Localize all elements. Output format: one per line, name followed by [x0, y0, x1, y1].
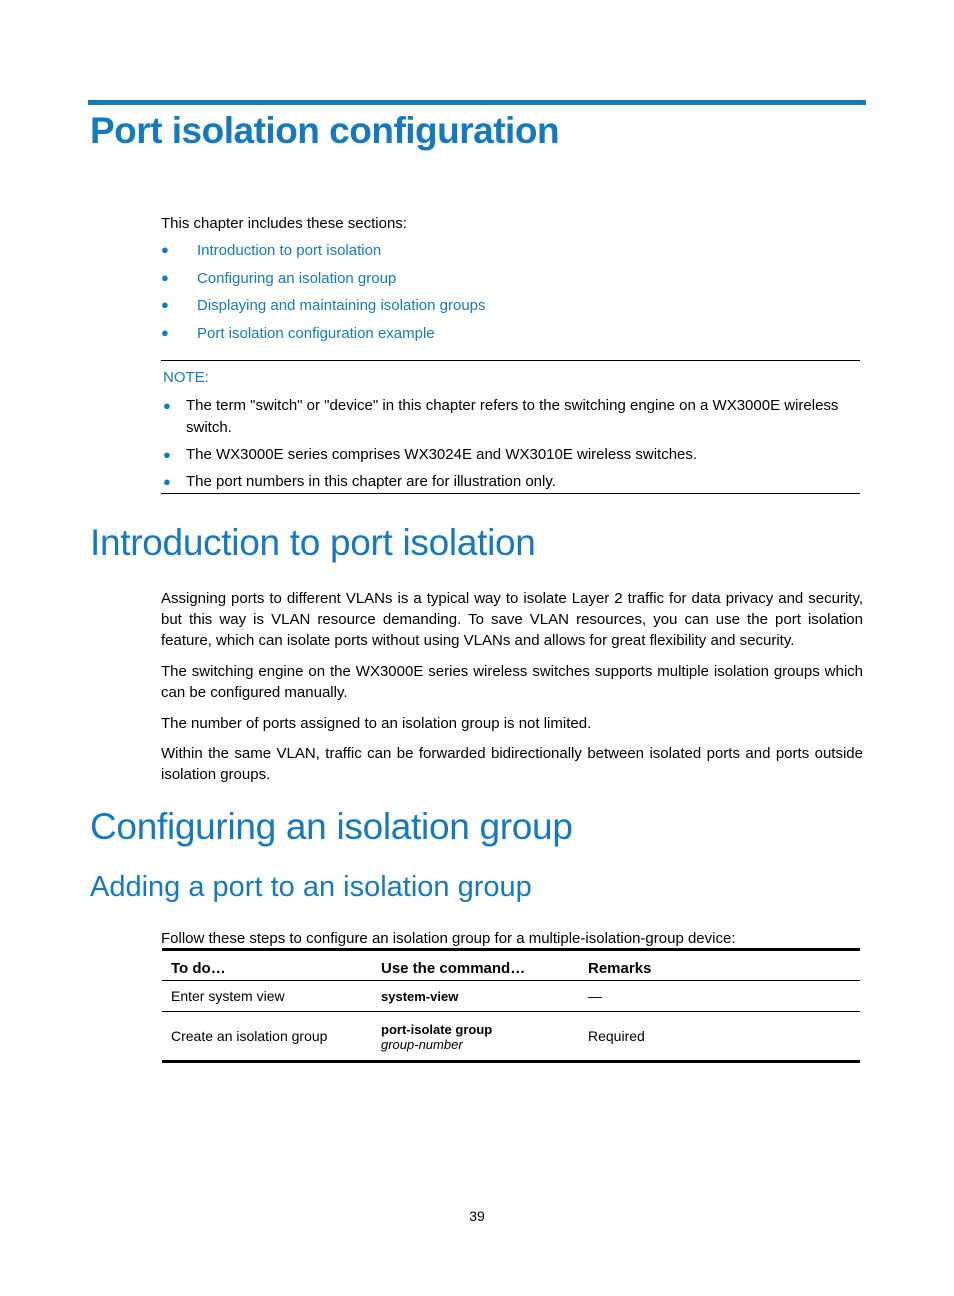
section-list: [161, 242, 486, 352]
paragraph: Assigning ports to different VLANs is a typical way to isolate Layer 2 traffic for data privacy and security, but this way is VLAN resource demanding. To save VLAN resources, you can use the port isolation feature, which can isolate ports without using VLANs and allows for great flexibility and security.: [161, 590, 863, 649]
toc-link-example[interactable]: Port isolation configuration example: [197, 324, 435, 342]
toc-link-introduction[interactable]: Introduction to port isolation: [197, 242, 382, 259]
list-item: [161, 325, 486, 353]
list-item: [161, 242, 486, 270]
bullet-icon: ●: [163, 474, 171, 489]
section-heading-configuring: Configuring an isolation group: [90, 806, 573, 847]
subsection-heading-adding-port: Adding a port to an isolation group: [90, 871, 532, 903]
command-argument: group-number: [381, 1036, 463, 1052]
cell-todo: Enter system view: [171, 988, 285, 1004]
command-text: system-view: [381, 989, 459, 1004]
bullet-icon: ●: [163, 398, 171, 413]
note-text: The term "switch" or "device" in this chapter refers to the switching engine on a WX3000E wireless switch.: [186, 397, 839, 436]
table-row: [162, 1012, 860, 1062]
bullet-icon: ●: [161, 269, 169, 285]
note-item: [161, 444, 860, 466]
note-text: The port numbers in this chapter are for illustration only.: [186, 473, 556, 490]
cell-command: [372, 1012, 579, 1062]
note-item: [161, 471, 860, 493]
note-list: [161, 395, 860, 498]
column-header-todo: To do…: [171, 959, 226, 977]
paragraph: The switching engine on the WX3000E series wireless switches supports multiple isolation groups which can be configured manually.: [161, 663, 863, 701]
steps-table: [162, 948, 860, 1063]
table-row: [162, 981, 860, 1012]
page-number: 39: [469, 1208, 485, 1224]
list-item: [161, 270, 486, 298]
chapter-title: Port isolation configuration: [90, 110, 560, 151]
toc-link-configuring[interactable]: Configuring an isolation group: [197, 269, 397, 287]
note-label: NOTE:: [163, 369, 209, 386]
list-item: [161, 297, 486, 325]
note-item: [161, 395, 860, 439]
toc-link-displaying[interactable]: Displaying and maintaining isolation groups: [197, 297, 486, 314]
cell-remarks: Required: [588, 1028, 645, 1044]
bullet-icon: ●: [161, 297, 169, 312]
cell-todo: Create an isolation group: [171, 1028, 328, 1044]
table-header-row: [162, 950, 860, 981]
bullet-icon: ●: [161, 242, 169, 257]
command-text: port-isolate group: [381, 1021, 493, 1037]
note-box: [161, 360, 860, 494]
table-intro: Follow these steps to configure an isolation group for a multiple-isolation-group device:: [161, 930, 736, 947]
column-header-command: Use the command…: [381, 959, 526, 977]
section-heading-introduction: Introduction to port isolation: [90, 522, 536, 563]
column-header-remarks: Remarks: [588, 959, 652, 977]
chapter-top-rule: [88, 100, 866, 105]
paragraph: The number of ports assigned to an isolation group is not limited.: [161, 715, 592, 732]
cell-remarks: —: [588, 988, 602, 1004]
note-text: The WX3000E series comprises WX3024E and WX3010E wireless switches.: [186, 446, 698, 463]
chapter-intro: This chapter includes these sections:: [161, 215, 407, 232]
paragraph: Within the same VLAN, traffic can be forwarded bidirectionally between isolated ports and ports outside isolation groups.: [161, 745, 863, 783]
bullet-icon: ●: [163, 447, 171, 462]
bullet-icon: ●: [161, 324, 169, 340]
cell-command: [372, 981, 579, 1012]
